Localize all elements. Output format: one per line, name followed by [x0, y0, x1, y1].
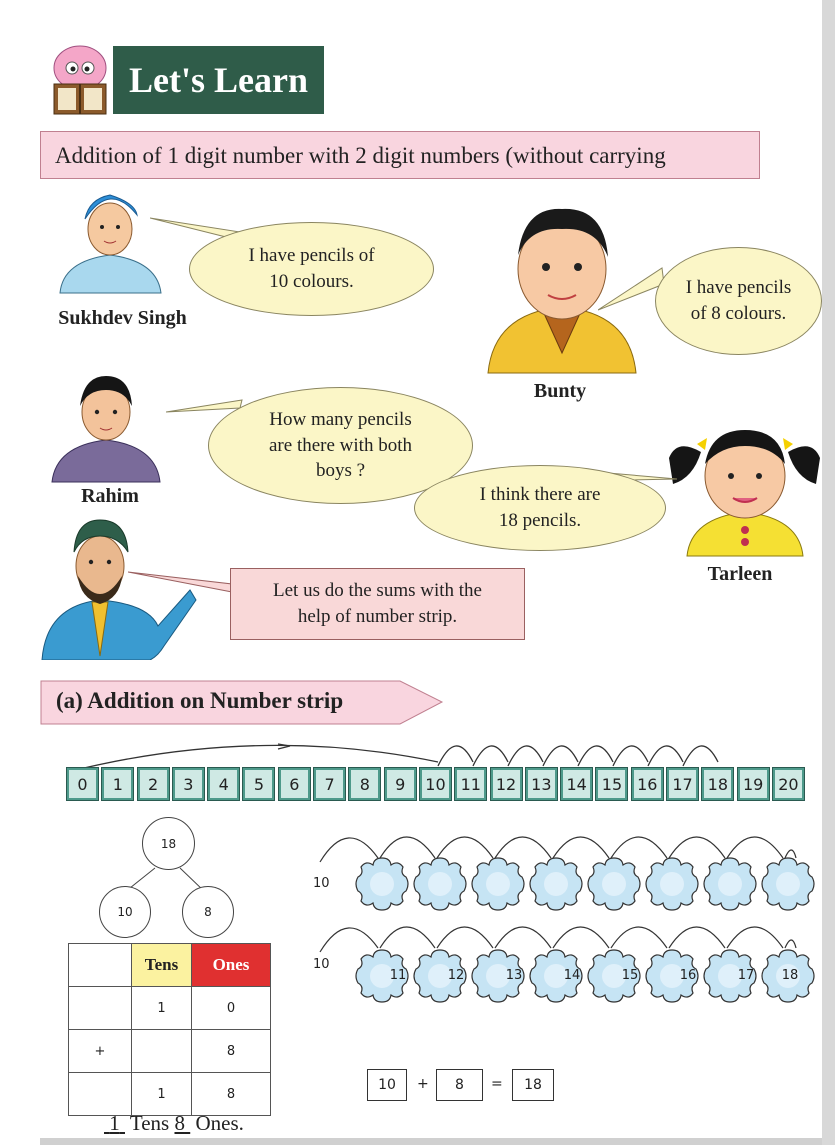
- strip-cell: [101, 767, 134, 801]
- table-cell: 8: [192, 1073, 271, 1116]
- strip-number: 20: [775, 770, 802, 798]
- strip-cell: [242, 767, 275, 801]
- tarleen-line-2: 18 pencils.: [498, 510, 582, 531]
- tarleen-name: Tarleen: [707, 563, 773, 585]
- rahim-figure: [50, 366, 162, 483]
- tens-word: Tens: [129, 1111, 170, 1135]
- page-edge-right: [822, 0, 835, 1145]
- strip-number: 2: [140, 770, 167, 798]
- strip-number: 17: [669, 770, 696, 798]
- strip-cell: [525, 767, 558, 801]
- topic-heading: Addition of 1 digit number with 2 digit numbers (without carrying: [40, 131, 760, 179]
- flower-row-1: [318, 822, 818, 926]
- strip-number: 9: [387, 770, 414, 798]
- tree-tens-circle: 10: [99, 886, 151, 938]
- strip-cell: [137, 767, 170, 801]
- strip-cell: [172, 767, 205, 801]
- equation-addend-2: 8: [436, 1069, 483, 1101]
- rahim-name: Rahim: [81, 485, 139, 507]
- table-cell: 1: [132, 1073, 192, 1116]
- tens-ones-result: [104, 1111, 244, 1136]
- tree-ones-circle: 8: [182, 886, 234, 938]
- flower-row-2-start: 10: [313, 957, 330, 972]
- strip-number: 19: [740, 770, 767, 798]
- flower-row-1-start: 10: [313, 876, 330, 891]
- rahim-line-3: boys ?: [315, 460, 366, 482]
- strip-cell: [66, 767, 99, 801]
- ones-word: Ones.: [195, 1111, 244, 1135]
- strip-cell: [384, 767, 417, 801]
- strip-cell: [454, 767, 487, 801]
- flower-number: 12: [447, 968, 465, 983]
- strip-number: 8: [351, 770, 378, 798]
- strip-cell: [419, 767, 452, 801]
- tens-value: 1: [109, 1111, 120, 1135]
- table-row: [69, 987, 271, 1030]
- sukhdev-line-1: I have pencils of: [248, 245, 375, 267]
- strip-number: 10: [422, 770, 449, 798]
- teacher-speech-box: [230, 568, 525, 640]
- table-row: [69, 1073, 271, 1116]
- lets-learn-title: Let's Learn: [113, 46, 324, 114]
- rahim-line-2: are there with both: [269, 434, 412, 456]
- strip-cell: [772, 767, 805, 801]
- teacher-speech-pointer: [128, 570, 238, 596]
- sukhdev-figure: [55, 181, 165, 296]
- strip-number: 0: [69, 770, 96, 798]
- sukhdev-speech-bubble: [189, 222, 434, 316]
- strip-cell: [313, 767, 346, 801]
- table-header-empty: [69, 944, 132, 987]
- strip-number: 13: [528, 770, 555, 798]
- flower-number: 16: [679, 968, 697, 983]
- bunty-line-2: of 8 colours.: [690, 303, 787, 324]
- table-cell: +: [69, 1030, 132, 1073]
- strip-number: 16: [634, 770, 661, 798]
- ones-header: Ones: [192, 944, 271, 987]
- sukhdev-line-2: 10 colours.: [269, 271, 354, 292]
- equation-plus: +: [417, 1076, 429, 1092]
- equation-addend-1: 10: [367, 1069, 407, 1101]
- strip-number: 12: [493, 770, 520, 798]
- page-edge-bottom: [40, 1138, 822, 1145]
- table-cell: [132, 1030, 192, 1073]
- strip-cell: [278, 767, 311, 801]
- strip-number: 18: [704, 770, 731, 798]
- place-value-table: [68, 943, 271, 1116]
- equation-sum: 18: [512, 1069, 554, 1101]
- bunty-name: Bunty: [533, 380, 587, 402]
- tarleen-figure: [667, 418, 822, 558]
- strip-number: 7: [316, 770, 343, 798]
- sukhdev-name: Sukhdev Singh: [58, 307, 187, 329]
- section-a-title: (a) Addition on Number strip: [56, 688, 344, 713]
- flower-number: 11: [389, 968, 407, 983]
- table-cell: [69, 1073, 132, 1116]
- teacher-line-1: Let us do the sums with the: [273, 580, 482, 602]
- strip-number: 15: [598, 770, 625, 798]
- strip-number: 1: [104, 770, 131, 798]
- strip-cell: [560, 767, 593, 801]
- rahim-line-1: How many pencils: [269, 409, 412, 431]
- table-row: [69, 1030, 271, 1073]
- ones-value: 8: [174, 1111, 185, 1135]
- strip-cell: [737, 767, 770, 801]
- number-strip: [66, 767, 807, 801]
- flower-number: 18: [781, 968, 799, 983]
- tens-header: Tens: [132, 944, 192, 987]
- bunty-line-1: I have pencils: [685, 277, 792, 299]
- strip-cell: [701, 767, 734, 801]
- flower-number: 17: [737, 968, 755, 983]
- flower-number: 13: [505, 968, 523, 983]
- table-cell: 1: [132, 987, 192, 1030]
- flower-number: 15: [621, 968, 639, 983]
- table-cell: 0: [192, 987, 271, 1030]
- strip-cell: [348, 767, 381, 801]
- table-cell: 8: [192, 1030, 271, 1073]
- strip-number: 6: [281, 770, 308, 798]
- strip-cell: [595, 767, 628, 801]
- strip-cell: [631, 767, 664, 801]
- equation-equals: =: [491, 1076, 503, 1092]
- tree-total-circle: 18: [142, 817, 195, 870]
- strip-jump-arcs: [66, 732, 811, 772]
- flower-row-2: [318, 912, 818, 1016]
- strip-number: 4: [210, 770, 237, 798]
- strip-cell: [207, 767, 240, 801]
- book-reader-icon: [42, 42, 118, 120]
- table-cell: [69, 987, 132, 1030]
- flower-number: 14: [563, 968, 581, 983]
- strip-number: 14: [563, 770, 590, 798]
- tarleen-line-1: I think there are: [479, 484, 601, 506]
- strip-number: 3: [175, 770, 202, 798]
- strip-number: 11: [457, 770, 484, 798]
- strip-cell: [490, 767, 523, 801]
- strip-number: 5: [245, 770, 272, 798]
- teacher-line-2: help of number strip.: [297, 606, 458, 627]
- bunty-speech-bubble: [655, 247, 822, 355]
- strip-cell: [666, 767, 699, 801]
- tarleen-speech-bubble: [414, 465, 666, 551]
- table-header-row: [69, 944, 271, 987]
